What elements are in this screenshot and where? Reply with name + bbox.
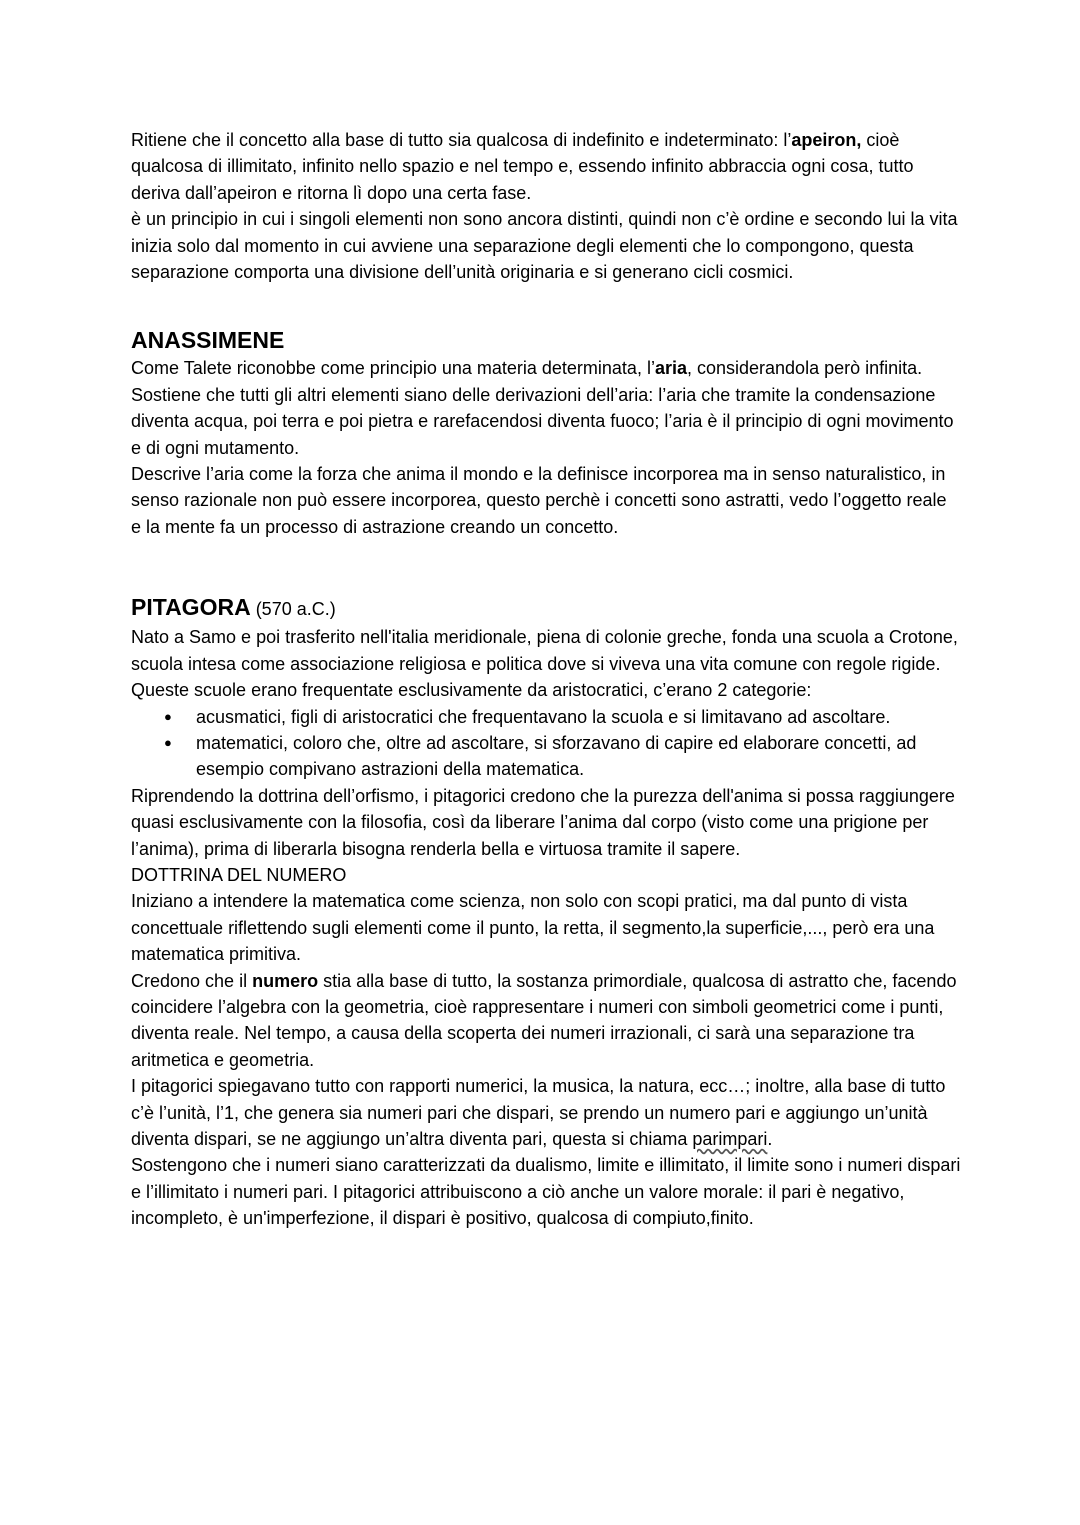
anassimene-paragraph-1: [131, 355, 961, 461]
text-run: cioè qualcosa di illimitato, infinito nello spazio e nel tempo e, essendo infinito abbraccia ogni cosa, tutto deriva dall’apeiron e ritorna lì dopo una certa fase.: [131, 130, 914, 203]
subheading-dottrina: DOTTRINA DEL NUMERO: [131, 864, 347, 885]
apeiron-paragraph-2: è un principio in cui i singoli elementi non sono ancora distinti, quindi non c’è ordine e secondo lui la vita inizia solo dal momento in cui avviene una separazione degli elementi che lo compongono, questa separazione comporta una divisione dell’unità originaria e si generano cicli cosmici.: [131, 209, 958, 283]
heading-text: PITAGORA: [131, 594, 251, 621]
text-run: stia alla base di tutto, la sostanza primordiale, qualcosa di astratto che, facendo coincidere l’algebra con la geometria, cioè rappresentare i numeri con simboli geometrici come i punti, diventa reale. Nel tempo, a causa della scoperta dei numeri irrazionali, ci sarà una separazione tra aritmetica e geometria.: [131, 970, 957, 1070]
bold-term: numero: [252, 970, 319, 991]
pitagora-paragraph-7: Sostengono che i numeri siano caratterizzati da dualismo, limite e illimitato, il limite sono i numeri dispari e l’illimitato i numeri pari. I pitagorici attribuiscono a ciò anche un valore morale: il pari è negativo, incompleto, è un'imperfezione, il dispari è positivo, qualcosa di compiuto,finito.: [131, 1155, 961, 1229]
text-run: Credono che il: [131, 970, 253, 991]
anassimene-paragraph-2: Descrive l’aria come la forza che anima il mondo e la definisce incorporea ma in senso naturalistico, in senso razionale non può essere incorporea, questo perchè i concetti sono astratti, vedo l’oggetto reale e la mente fa un processo di astrazione creando un concetto.: [131, 464, 947, 537]
pitagora-paragraph-1: Nato a Samo e poi trasferito nell'italia meridionale, piena di colonie greche, fonda una scuola a Crotone, scuola intesa come associazione religiosa e politica dove si viveva una vita comune con regole rigide.: [131, 627, 958, 674]
text-run: .: [767, 1129, 773, 1149]
bold-term: apeiron,: [791, 130, 862, 150]
document-content: [131, 127, 961, 1232]
text-run: , considerandola però infinita. Sostiene che tutti gli altri elementi siano delle derivazioni dell’aria: l’aria che tramite la condensazione diventa acqua, poi terra e poi pietra e rarefacendosi diventa fuoco; l’aria è il principio di ogni movimento e di ogni mutamento.: [131, 358, 954, 458]
pitagora-paragraph-5: [131, 968, 961, 1074]
apeiron-paragraph: [131, 127, 961, 206]
section-heading-pitagora: [131, 592, 961, 624]
pitagora-paragraph-3: Riprendendo la dottrina dell’orfismo, i pitagorici credono che la purezza dell'anima si possa raggiungere quasi esclusivamente con la filosofia, così da liberare l’anima dal corpo (visto come una prigione per l’anima), prima di liberarla bisogna renderla bella e virtuosa tramite il sapere.: [131, 785, 955, 859]
pitagora-paragraph-2: Queste scuole erano frequentate esclusivamente da aristocratici, c’erano 2 categorie:: [131, 680, 812, 701]
list-item: ● matematici, coloro che, oltre ad ascoltare, si sforzavano di capire ed elaborare concetti, ad esempio compivano astrazioni della matematica.: [131, 730, 961, 783]
bold-term: aria: [654, 358, 687, 379]
pitagora-paragraph-4: Iniziano a intendere la matematica come scienza, non solo con scopi pratici, ma dal punto di vista concettuale riflettendo sugli elementi come il punto, la retta, il segmento,la superficie,..., però era una matematica primitiva.: [131, 891, 935, 965]
list-item: ● acusmatici, figli di aristocratici che frequentavano la scuola e si limitavano ad ascoltare.: [131, 704, 961, 730]
pitagora-paragraph-6: [131, 1073, 961, 1152]
underlined-term: parimpari: [692, 1129, 768, 1149]
text-run: Ritiene che il concetto alla base di tutto sia qualcosa di indefinito e indeterminato: l’: [131, 130, 792, 150]
text-run: I pitagorici spiegavano tutto con rapporti numerici, la musica, la natura, ecc…; inoltre, alla base di tutto c’è l’unità, l’1, che genera sia numeri pari che dispari, se prendo un numero pari e aggiungo un’unità diventa dispari, se ne aggiungo un’altra diventa pari, questa si chiama: [131, 1076, 946, 1149]
categories-list: [131, 704, 961, 783]
section-heading-anassimene: ANASSIMENE: [131, 327, 285, 354]
heading-date: (570 a.C.): [250, 599, 336, 620]
text-run: Come Talete riconobbe come principio una materia determinata, l’: [131, 358, 655, 379]
